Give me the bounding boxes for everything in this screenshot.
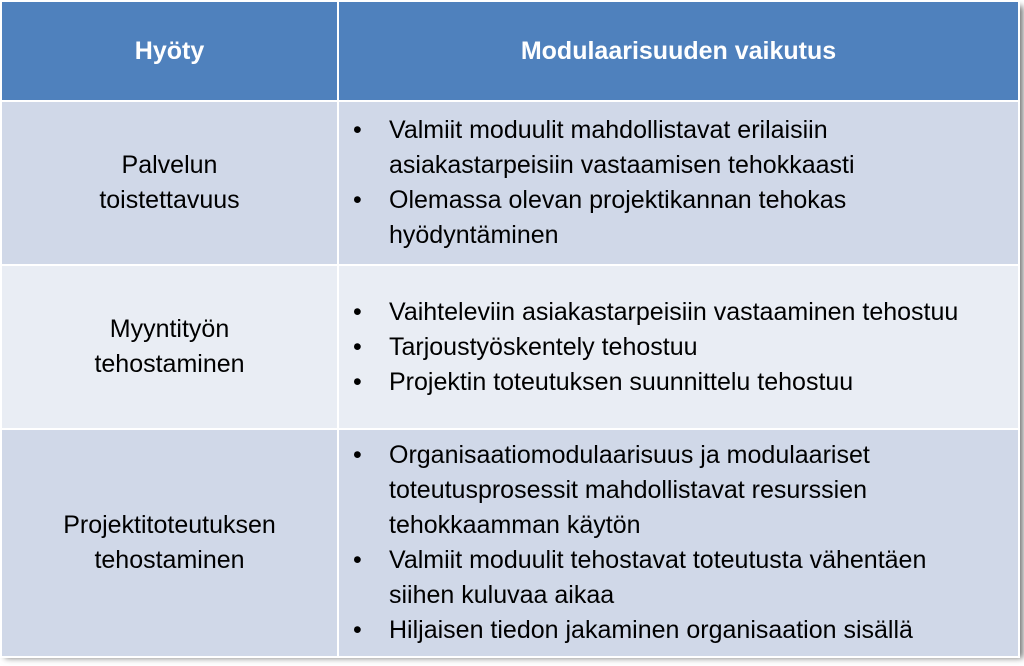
header-benefit: Hyöty xyxy=(1,1,338,101)
benefit-cell xyxy=(1,265,338,429)
effect-line: Tarjoustyöskentely tehostuu xyxy=(389,332,698,361)
benefit-line: Myyntityön xyxy=(109,315,230,343)
effect-line: Valmiit moduulit mahdollistavat erilaisiin xyxy=(389,116,828,144)
benefit-line: Projektitoteutuksen xyxy=(63,511,276,539)
bullet-icon: • xyxy=(353,116,362,144)
bullet-icon: • xyxy=(353,441,362,469)
effect-line: toteutusprosessit mahdollistavat resurssien xyxy=(389,476,868,504)
effect-list xyxy=(353,295,1010,400)
benefit-line: Palvelun xyxy=(121,151,218,179)
benefit-line: toistettavuus xyxy=(99,186,240,214)
effect-line: siihen kuluvaa aikaa xyxy=(389,581,615,609)
bullet-icon: • xyxy=(353,616,362,644)
effect-line: Vaihteleviin asiakastarpeisiin vastaaminen tehostuu xyxy=(389,297,959,326)
effect-line: Olemassa olevan projektikannan tehokas xyxy=(389,186,847,214)
bullet-icon: • xyxy=(353,186,362,214)
list-item xyxy=(353,438,1010,543)
effect-line: hyödyntäminen xyxy=(389,221,559,249)
list-item xyxy=(353,295,1010,330)
header-effect: Modulaarisuuden vaikutus xyxy=(338,1,1019,101)
benefit-line: tehostaminen xyxy=(94,350,245,378)
list-item xyxy=(353,543,1010,613)
benefit-cell xyxy=(1,429,338,657)
bullet-icon: • xyxy=(353,367,362,396)
effect-line: tehokkaamman käytön xyxy=(389,511,641,539)
effect-line: Hiljaisen tiedon jakaminen organisaation sisällä xyxy=(389,616,913,644)
table-row xyxy=(1,429,1019,657)
effect-cell xyxy=(338,429,1019,657)
effect-cell xyxy=(338,265,1019,429)
header-row xyxy=(1,1,1019,101)
list-item xyxy=(353,330,1010,365)
benefit-cell xyxy=(1,101,338,265)
list-item xyxy=(353,613,1010,648)
list-item xyxy=(353,183,1010,253)
benefit-line: tehostaminen xyxy=(94,546,245,574)
effect-list xyxy=(353,113,1010,253)
effect-line: asiakastarpeisiin vastaamisen tehokkaasti xyxy=(389,151,855,179)
bullet-icon: • xyxy=(353,546,362,574)
list-item xyxy=(353,365,1010,400)
list-item xyxy=(353,113,1010,183)
table-row xyxy=(1,265,1019,429)
effect-line: Valmiit moduulit tehostavat toteutusta vähentäen xyxy=(389,546,927,574)
effect-line: Organisaatiomodulaarisuus ja modulaariset xyxy=(389,441,870,469)
bullet-icon: • xyxy=(353,332,362,361)
table-row xyxy=(1,101,1019,265)
effect-cell xyxy=(338,101,1019,265)
effect-line: Projektin toteutuksen suunnittelu tehostuu xyxy=(389,367,854,396)
bullet-icon: • xyxy=(353,297,362,326)
effect-list xyxy=(353,438,1010,648)
